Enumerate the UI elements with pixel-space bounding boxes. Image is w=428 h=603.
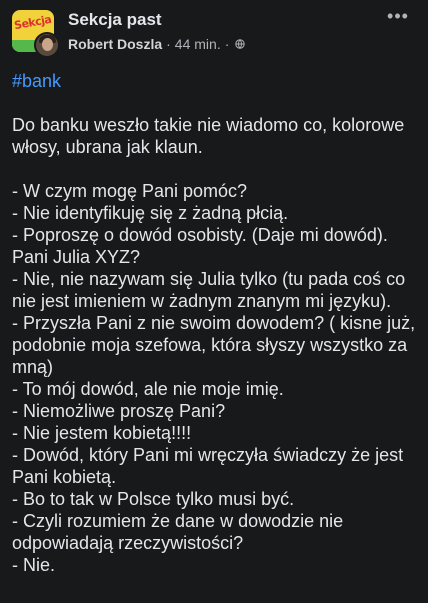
- text-line: - Nie, nie nazywam się Julia tylko (tu pada coś co: [12, 269, 406, 289]
- author-avatar-face: [42, 38, 53, 51]
- more-options-button[interactable]: [384, 6, 412, 28]
- text-line: - Czyli rozumiem że dane w dowodzie nie: [12, 511, 344, 531]
- text-line: - To mój dowód, ale nie moje imię.: [12, 379, 284, 399]
- author-avatar[interactable]: [34, 32, 60, 58]
- meta-separator-2: ·: [224, 36, 230, 52]
- text-line: - Przyszła Pani z nie swoim dowodem? ( kisne już,: [12, 313, 416, 333]
- text-line: - Niemożliwe proszę Pani?: [12, 401, 226, 421]
- spacer: [12, 158, 422, 180]
- text-line: Pani kobietą.: [12, 467, 117, 487]
- intro-paragraph: [12, 114, 422, 158]
- text-line: włosy, ubrana jak klaun.: [12, 137, 203, 157]
- more-horizontal-icon: •••: [387, 6, 409, 26]
- post-body: [12, 70, 422, 576]
- spacer: [12, 92, 422, 114]
- text-line: mną): [12, 357, 54, 377]
- hashtag-link[interactable]: #bank: [12, 71, 62, 91]
- text-line: Do banku weszło takie nie wiadomo co, kolorowe: [12, 115, 405, 135]
- text-line: - Poproszę o dowód osobisty. (Daje mi dowód).: [12, 225, 388, 245]
- text-line: podobnie moja szefowa, która słyszy wszystko za: [12, 335, 408, 355]
- group-name-link[interactable]: Sekcja past: [68, 10, 162, 29]
- text-line: nie jest imieniem w żadnym znanym mi języku).: [12, 291, 392, 311]
- post-meta: [68, 36, 245, 52]
- text-line: odpowiadają rzeczywistości?: [12, 533, 244, 553]
- avatar-group[interactable]: [12, 10, 60, 58]
- text-line: - Nie.: [12, 555, 56, 575]
- globe-icon[interactable]: [235, 39, 245, 49]
- author-name-link[interactable]: Robert Doszla: [68, 36, 163, 52]
- post-timestamp[interactable]: 44 min.: [174, 36, 221, 52]
- text-line: - Bo to tak w Polsce tylko musi być.: [12, 489, 295, 509]
- text-line: - W czym mogę Pani pomóc?: [12, 181, 248, 201]
- meta-separator: ·: [166, 36, 171, 52]
- text-line: Pani Julia XYZ?: [12, 247, 141, 267]
- text-line: - Dowód, który Pani mi wręczyła świadczy że jest: [12, 445, 404, 465]
- post-header: [12, 8, 416, 62]
- dialog-paragraph: [12, 180, 422, 576]
- text-line: - Nie identyfikuję się z żadną płcią.: [12, 203, 289, 223]
- text-line: - Nie jestem kobietą!!!!: [12, 423, 192, 443]
- group-logo-text: Sekcja: [13, 12, 53, 33]
